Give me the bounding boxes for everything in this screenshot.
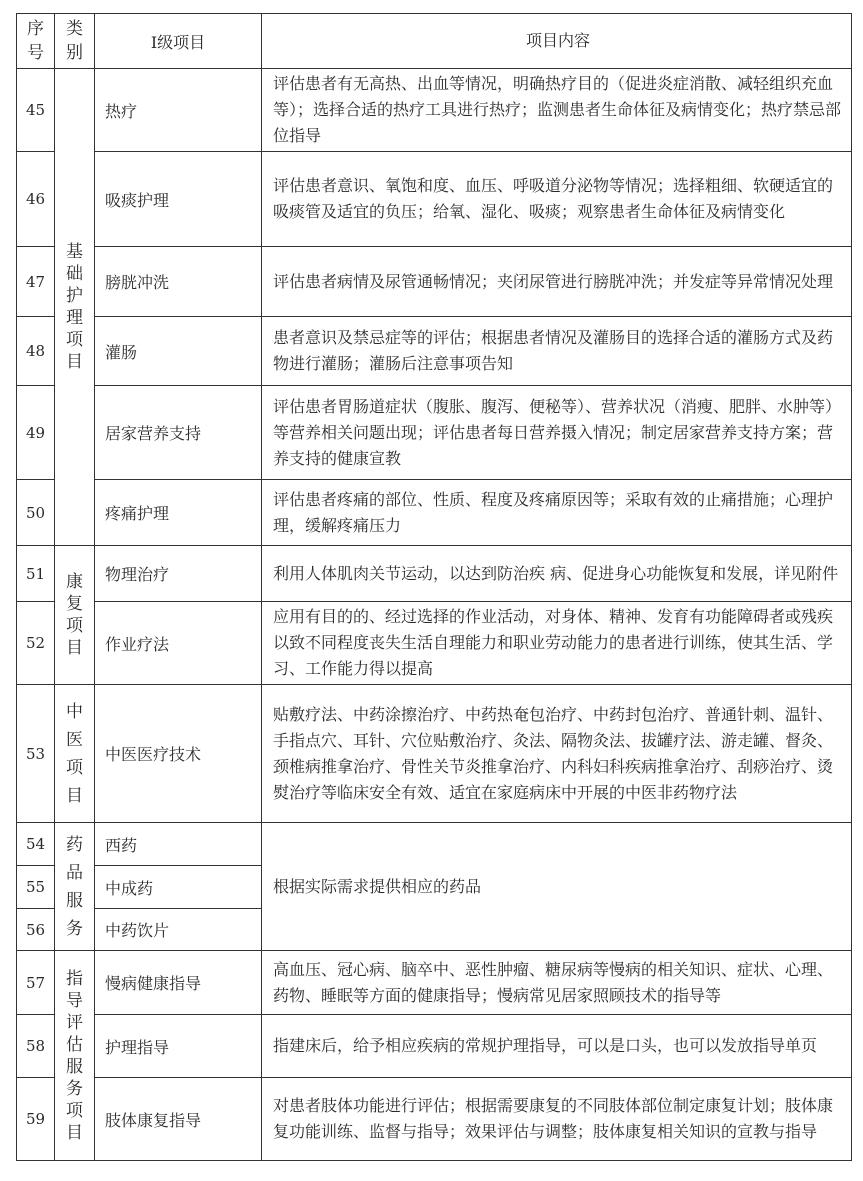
table-row xyxy=(17,951,852,1015)
category-label: 康复项目 xyxy=(66,572,83,658)
header-item: Ⅰ级项目 xyxy=(95,14,262,69)
table-row xyxy=(17,823,852,866)
table-row xyxy=(17,602,852,685)
row-item: 中医医疗技术 xyxy=(95,685,262,823)
row-item: 西药 xyxy=(95,823,262,866)
header-no-label: 序号 xyxy=(27,19,44,63)
header-no xyxy=(17,14,55,69)
row-item: 中药饮片 xyxy=(95,909,262,951)
table-row xyxy=(17,152,852,247)
row-no: 50 xyxy=(17,480,55,546)
row-no: 58 xyxy=(17,1015,55,1078)
category-cell xyxy=(55,69,95,546)
category-label: 基础护理项目 xyxy=(66,242,83,372)
row-content: 应用有目的的、经过选择的作业活动，对身体、精神、发育有功能障碍者或残疾以致不同程度丧失生活自理能力和职业劳动能力的患者进行训练，使其生活、学习、工作能力得以提高 xyxy=(262,602,852,685)
row-item: 物理治疗 xyxy=(95,546,262,602)
table-row xyxy=(17,69,852,152)
category-cell xyxy=(55,685,95,823)
row-no: 53 xyxy=(17,685,55,823)
table-row xyxy=(17,685,852,823)
category-label: 药品服务 xyxy=(66,834,83,939)
table-row xyxy=(17,1015,852,1078)
row-content: 患者意识及禁忌症等的评估；根据患者情况及灌肠目的选择合适的灌肠方式及药物进行灌肠；灌肠后注意事项告知 xyxy=(262,317,852,386)
row-item: 慢病健康指导 xyxy=(95,951,262,1015)
row-no: 57 xyxy=(17,951,55,1015)
service-items-table xyxy=(16,13,852,1161)
row-no: 49 xyxy=(17,386,55,480)
table-row xyxy=(17,317,852,386)
row-content: 指建床后，给予相应疾病的常规护理指导，可以是口头，也可以发放指导单页 xyxy=(262,1015,852,1078)
row-item: 热疗 xyxy=(95,69,262,152)
row-no: 46 xyxy=(17,152,55,247)
category-cell xyxy=(55,951,95,1161)
row-item: 护理指导 xyxy=(95,1015,262,1078)
row-content: 对患者肢体功能进行评估；根据需要康复的不同肢体部位制定康复计划；肢体康复功能训练、监督与指导；效果评估与调整；肢体康复相关知识的宣教与指导 xyxy=(262,1078,852,1161)
table-header-row xyxy=(17,14,852,69)
row-item: 作业疗法 xyxy=(95,602,262,685)
category-label: 中医项目 xyxy=(66,701,83,806)
row-no: 55 xyxy=(17,866,55,909)
row-no: 56 xyxy=(17,909,55,951)
row-content: 评估患者疼痛的部位、性质、程度及疼痛原因等；采取有效的止痛措施；心理护理，缓解疼痛压力 xyxy=(262,480,852,546)
row-item: 居家营养支持 xyxy=(95,386,262,480)
row-item: 膀胱冲洗 xyxy=(95,247,262,317)
category-cell xyxy=(55,823,95,951)
header-content: 项目内容 xyxy=(262,14,852,69)
row-item: 灌肠 xyxy=(95,317,262,386)
row-item: 吸痰护理 xyxy=(95,152,262,247)
row-item: 肢体康复指导 xyxy=(95,1078,262,1161)
row-content: 根据实际需求提供相应的药品 xyxy=(262,823,852,951)
header-category xyxy=(55,14,95,69)
row-content: 高血压、冠心病、脑卒中、恶性肿瘤、糖尿病等慢病的相关知识、症状、心理、药物、睡眠等方面的健康指导；慢病常见居家照顾技术的指导等 xyxy=(262,951,852,1015)
row-content: 评估患者意识、氧饱和度、血压、呼吸道分泌物等情况；选择粗细、软硬适宜的吸痰管及适宜的负压；给氧、湿化、吸痰；观察患者生命体征及病情变化 xyxy=(262,152,852,247)
row-no: 59 xyxy=(17,1078,55,1161)
row-item: 疼痛护理 xyxy=(95,480,262,546)
row-content: 评估患者胃肠道症状（腹胀、腹泻、便秘等）、营养状况（消瘦、肥胖、水肿等）等营养相关问题出现；评估患者每日营养摄入情况；制定居家营养支持方案；营养支持的健康宣教 xyxy=(262,386,852,480)
category-cell xyxy=(55,546,95,685)
row-item: 中成药 xyxy=(95,866,262,909)
table-row xyxy=(17,247,852,317)
row-content: 评估患者有无高热、出血等情况，明确热疗目的（促进炎症消散、减轻组织充血等）；选择合适的热疗工具进行热疗；监测患者生命体征及病情变化；热疗禁忌部位指导 xyxy=(262,69,852,152)
row-no: 52 xyxy=(17,602,55,685)
row-no: 47 xyxy=(17,247,55,317)
row-no: 51 xyxy=(17,546,55,602)
table-row xyxy=(17,546,852,602)
table-row xyxy=(17,480,852,546)
row-content: 评估患者病情及尿管通畅情况；夹闭尿管进行膀胱冲洗；并发症等异常情况处理 xyxy=(262,247,852,317)
row-no: 45 xyxy=(17,69,55,152)
table-row xyxy=(17,386,852,480)
header-category-label: 类别 xyxy=(66,19,83,63)
row-content: 利用人体肌肉关节运动，以达到防治疾 病、促进身心功能恢复和发展，详见附件 xyxy=(262,546,852,602)
row-no: 54 xyxy=(17,823,55,866)
category-label: 指导评估服务项目 xyxy=(66,968,83,1143)
table-row xyxy=(17,1078,852,1161)
row-content: 贴敷疗法、中药涂擦治疗、中药热奄包治疗、中药封包治疗、普通针刺、温针、手指点穴、耳针、穴位贴敷治疗、灸法、隔物灸法、拔罐疗法、游走罐、督灸、颈椎病推拿治疗、骨性关节炎推拿治疗、内科妇科疾病推拿治疗、刮痧治疗、烫熨治疗等临床安全有效、适宜在家庭病床中开展的中医非药物疗法 xyxy=(262,685,852,823)
row-no: 48 xyxy=(17,317,55,386)
